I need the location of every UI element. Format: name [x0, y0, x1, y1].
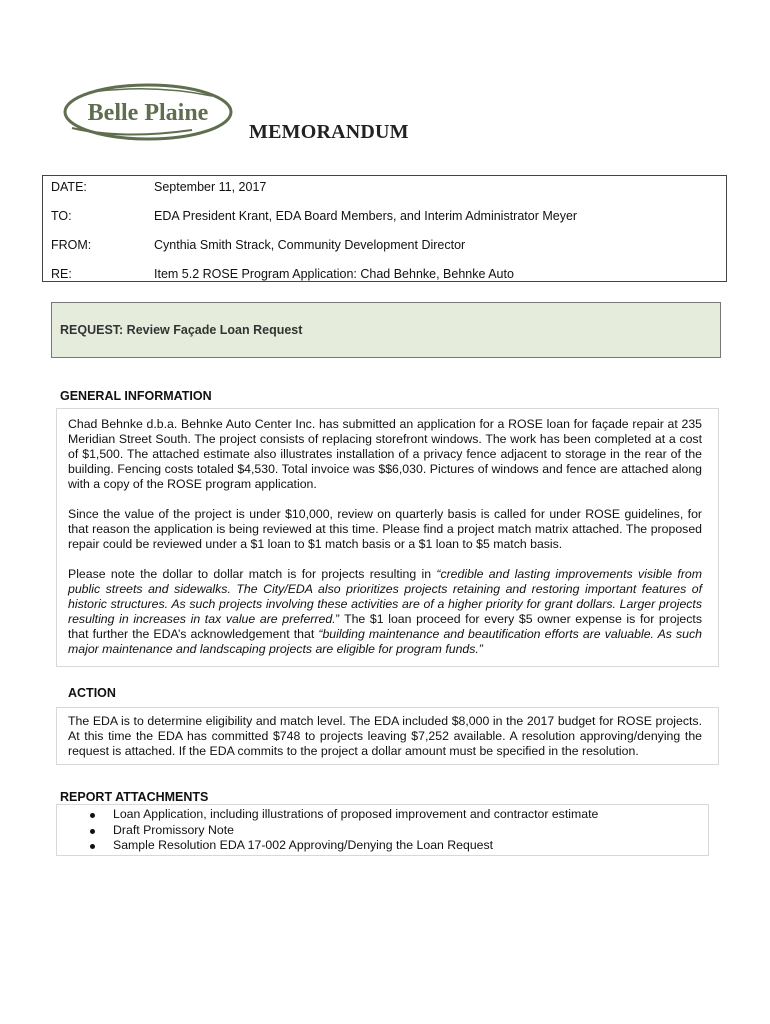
logo-text: Belle Plaine — [87, 100, 209, 126]
general-paragraph-2: Since the value of the project is under $10,000, review on quarterly basis is called for under ROSE guidelines, for that reason the application is being reviewed at this time. Please find a project match matrix attached. The proposed repair could be reviewed under a $1 loan to $1 match basis or a $1 loan to $5 match basis. — [68, 507, 702, 551]
date-value: September 11, 2017 — [154, 180, 267, 194]
general-paragraph-1: Chad Behnke d.b.a. Behnke Auto Center Inc. has submitted an application for a ROSE loan for façade repair at 235 Meridian Street South. The project consists of replacing storefront windows. The work has been completed at a cost of $1,500. The attached estimate also illustrates installation of a privacy fence adjacent to storage in the rear of the building. Fencing costs totaled $4,530. Total invoice was $$6,030. Pictures of windows and fence are attached along with a copy of the ROSE program application. — [68, 417, 702, 491]
to-value: EDA President Krant, EDA Board Members, and Interim Administrator Meyer — [154, 209, 578, 223]
p3-quote-2: “building maintenance and beautification efforts are valuable. As such major maintenance and landscaping projects are eligible for program funds.” — [68, 627, 703, 656]
attachment-item: Loan Application, including illustrations of proposed improvement and contractor estimate — [86, 807, 598, 823]
report-attachments-heading: REPORT ATTACHMENTS — [60, 790, 209, 804]
request-box — [51, 302, 721, 358]
action-text: The EDA is to determine eligibility and match level. The EDA included $8,000 in the 2017 budget for ROSE projects. At this time the EDA has committed $748 to projects leaving $7,252 available. A resolution approving/denying the request is attached. If the EDA commits to the project a dollar amount must be specified in the resolution. — [68, 714, 702, 758]
attachment-item: Sample Resolution EDA 17-002 Approving/Denying the Loan Request — [86, 838, 598, 854]
action-heading: ACTION — [68, 686, 116, 700]
memo-header-box — [42, 175, 727, 282]
general-information-heading: GENERAL INFORMATION — [60, 389, 212, 403]
from-value: Cynthia Smith Strack, Community Development Director — [154, 238, 466, 252]
from-label: FROM: — [51, 238, 92, 252]
general-paragraph-3 — [68, 567, 702, 657]
p3-part-c: ” The $1 loan proceed for every $5 owner expense is for projects that further the EDA’s acknowledgement that — [68, 612, 702, 641]
re-value: Item 5.2 ROSE Program Application: Chad Behnke, Behnke Auto — [154, 267, 514, 281]
attachments-list — [86, 807, 598, 854]
belle-plaine-logo — [62, 82, 238, 144]
p3-quote-1: “credible and lasting improvements visible from public streets and sidewalks. The City/EDA also prioritizes projects retaining and restoring important features of historic structures. As such projects involving these activities are of a higher priority for grant dollars. Larger projects resulting in increases in tax value are preferred. — [68, 567, 702, 626]
to-label: TO: — [51, 209, 72, 223]
attachment-item: Draft Promissory Note — [86, 823, 598, 839]
date-label: DATE: — [51, 180, 87, 194]
p3-part-a: Please note the dollar to dollar match is for projects resulting in — [68, 567, 437, 581]
memo-title: MEMORANDUM — [249, 121, 409, 143]
re-label: RE: — [51, 267, 72, 281]
request-text: REQUEST: Review Façade Loan Request — [60, 323, 303, 337]
